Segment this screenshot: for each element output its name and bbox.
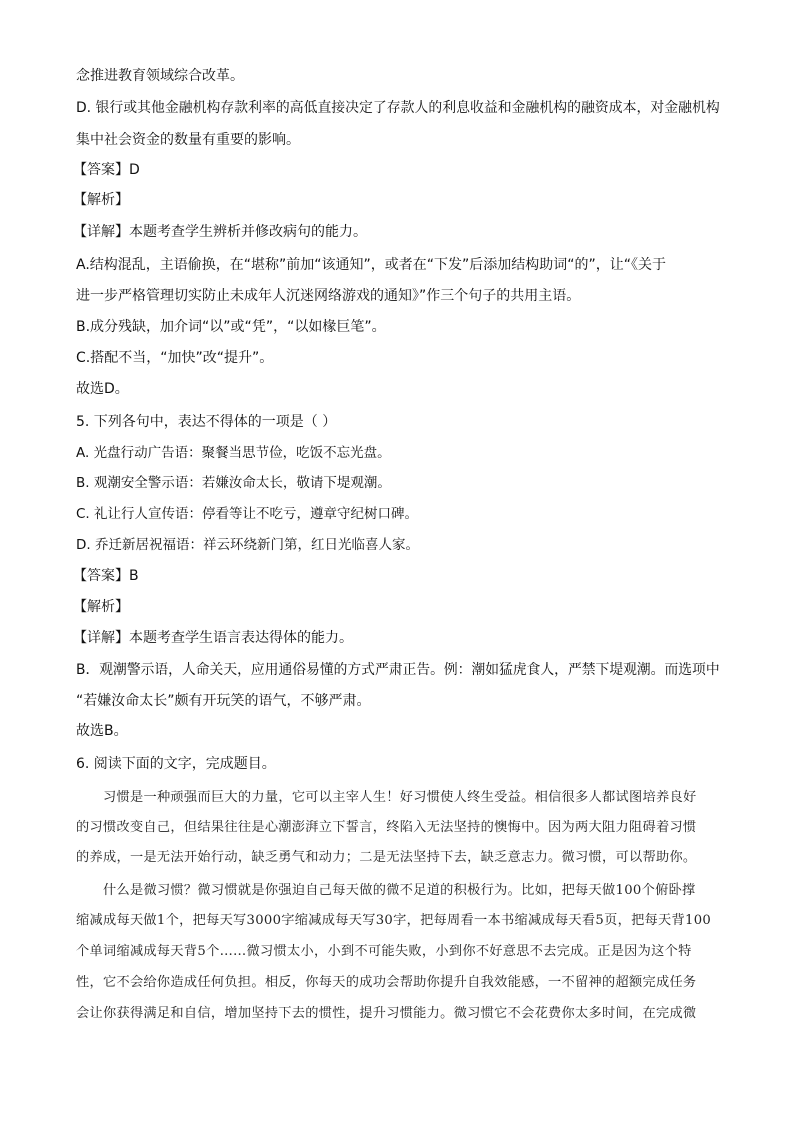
option-d-line: D. 银行或其他金融机构存款利率的高低直接决定了存款人的利息收益和金融机构的融资成本，对金融机构 bbox=[76, 100, 720, 116]
detail-line: 【详解】本题考查学生辨析并修改病句的能力。 bbox=[73, 224, 367, 240]
passage-line: 个单词缩减成每天背5个……微习惯太小，小到不可能失败，小到你不好意思不去完成。正是因为这个特 bbox=[76, 944, 692, 959]
passage-line: 性，它不会给你造成任何负担。相反，你每天的成功会帮助你提升自我效能感，一不留神的超额完成任务 bbox=[76, 975, 697, 990]
analysis-label: 【解析】 bbox=[73, 599, 129, 615]
detail-line: 【详解】本题考查学生语言表达得体的能力。 bbox=[73, 630, 353, 646]
analysis-label: 【解析】 bbox=[73, 192, 129, 208]
passage-line: 的习惯改变自己，但结果往往是心潮澎湃立下誓言，终陷入无法坚持的懊悔中。因为两大阻力阻碍着习惯 bbox=[76, 820, 697, 835]
text-line: B.成分残缺，加介词“以”或“凭”，“以如椽巨笔”。 bbox=[76, 319, 386, 335]
text-line: 进一步严格管理切实防止未成年人沉迷网络游戏的通知》”作三个句子的共用主语。 bbox=[76, 288, 581, 304]
passage-line: 缩减成每天做1个，把每天写3000字缩减成每天写30字，把每周看一本书缩减成每天看5页，把每天背100 bbox=[76, 913, 712, 928]
text-line: 故选B。 bbox=[76, 723, 128, 739]
option-d: D. 乔迁新居祝福语：祥云环绕新门第，红日光临喜人家。 bbox=[76, 537, 419, 553]
answer-label: 【答案】D bbox=[73, 162, 140, 178]
text-line: B．观潮警示语，人命关天，应用通俗易懂的方式严肃正告。例：潮如猛虎食人，严禁下堤观潮。而选项中 bbox=[76, 662, 720, 678]
option-a: A. 光盘行动广告语：聚餐当思节俭，吃饭不忘光盘。 bbox=[76, 445, 391, 461]
question-5: 5. 下列各句中，表达不得体的一项是（ ） bbox=[76, 414, 337, 430]
option-b: B. 观潮安全警示语：若嫌汝命太长，敬请下堤观潮。 bbox=[76, 475, 391, 491]
passage-line: 的养成，一是无法开始行动，缺乏勇气和动力；二是无法坚持下去，缺乏意志力。微习惯，可以帮助你。 bbox=[76, 850, 697, 865]
passage-line: 习惯是一种顽强而巨大的力量，它可以主宰人生！好习惯使人终生受益。相信很多人都试图培养良好 bbox=[103, 790, 697, 805]
passage-line: 会让你获得满足和自信，增加坚持下去的惯性，提升习惯能力。微习惯它不会花费你太多时间，在完成微 bbox=[76, 1006, 697, 1021]
text-line: 故选D。 bbox=[76, 381, 129, 397]
passage-line: 什么是微习惯？微习惯就是你强迫自己每天做的微不足道的积极行为。比如，把每天做100个俯卧撑 bbox=[103, 883, 696, 898]
text-line: A.结构混乱，主语偷换，在“堪称”前加“该通知”，或者在“下发”后添加结构助词“的”，让“《关于 bbox=[76, 257, 667, 273]
text-line: C.搭配不当，“加快”改“提升”。 bbox=[76, 350, 274, 366]
text-line: 念推进教育领域综合改革。 bbox=[76, 68, 244, 84]
option-c: C. 礼让行人宣传语：停看等让不吃亏，遵章守纪树口碑。 bbox=[76, 506, 419, 522]
answer-label: 【答案】B bbox=[73, 568, 139, 584]
question-6: 6. 阅读下面的文字，完成题目。 bbox=[76, 756, 276, 772]
text-line: 集中社会资金的数量有重要的影响。 bbox=[76, 132, 300, 148]
text-line: “若嫌汝命太长”颇有开玩笑的语气，不够严肃。 bbox=[76, 693, 371, 709]
